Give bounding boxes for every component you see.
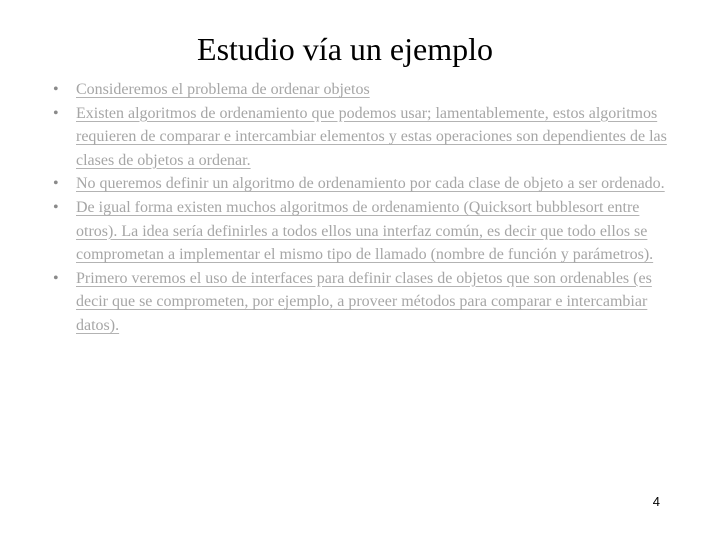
bullet-dot-icon: • bbox=[53, 269, 59, 287]
bullet-item[interactable] bbox=[52, 267, 667, 338]
bullet-text: De igual forma existen muchos algoritmos de ordenamiento (Quicksort bubblesort entre otros). La idea sería definirles a todos ellos una interfaz común, es decir que todo ellos se comprometan a implementar el mismo tipo de llamado (nombre de función y parámetros). bbox=[76, 198, 654, 264]
bullet-item[interactable] bbox=[52, 196, 667, 267]
bullet-list bbox=[52, 78, 667, 338]
bullet-item[interactable] bbox=[52, 78, 667, 102]
bullet-text: Primero veremos el uso de interfaces para definir clases de objetos que son ordenables (es decir que se comprometen, por ejemplo, a proveer métodos para comparar e intercambiar datos). bbox=[76, 269, 652, 334]
slide-title: Estudio vía un ejemplo bbox=[197, 31, 493, 67]
bullet-dot-icon: • bbox=[53, 104, 59, 122]
bullet-dot-icon: • bbox=[53, 175, 59, 193]
bullet-item[interactable] bbox=[52, 172, 667, 196]
bullet-dot-icon: • bbox=[53, 198, 59, 216]
bullet-text: Consideremos el problema de ordenar objetos bbox=[76, 81, 370, 98]
bullet-item[interactable] bbox=[52, 102, 667, 173]
bullet-dot-icon: • bbox=[53, 81, 59, 98]
page-number: 4 bbox=[652, 494, 660, 509]
bullet-text: No queremos definir un algoritmo de ordenamiento por cada clase de objeto a ser ordenado. bbox=[76, 175, 665, 193]
bullet-text: Existen algoritmos de ordenamiento que podemos usar; lamentablemente, estos algoritmos requieren de comparar e intercambiar elementos y estas operaciones son dependientes de las clases de objetos a ordenar. bbox=[76, 104, 667, 169]
